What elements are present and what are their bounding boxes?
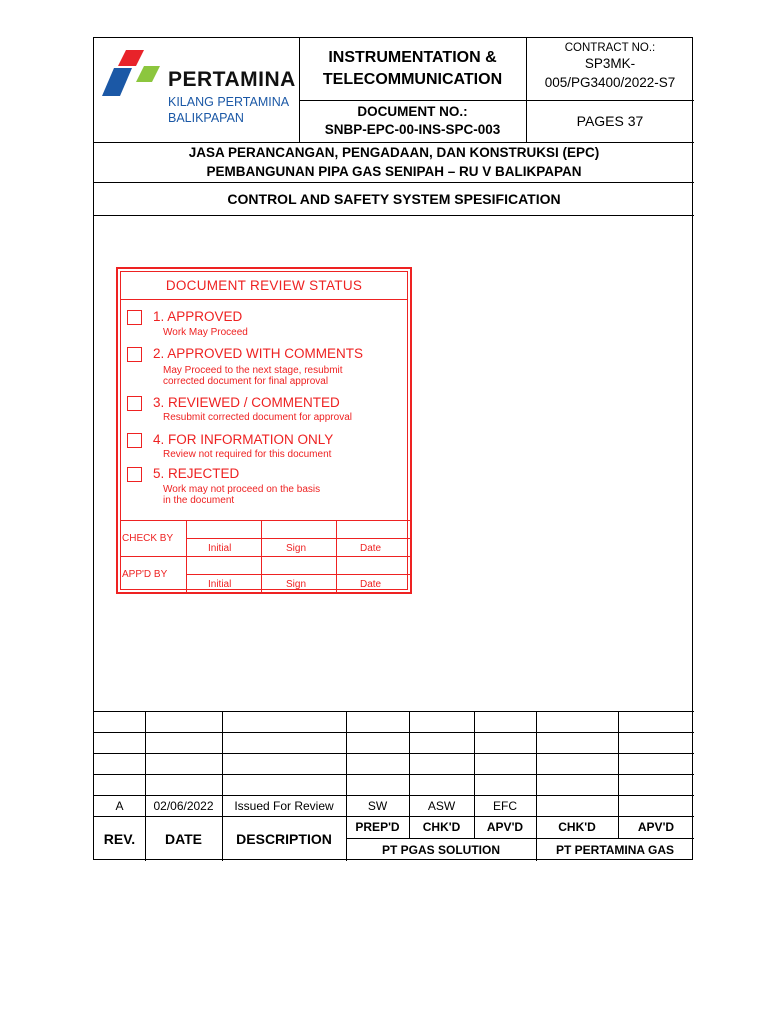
client-checked-header: CHK'D [558, 820, 596, 834]
client-approved-header: APV'D [637, 820, 675, 834]
check-initial-label: Initial [208, 543, 232, 554]
document-number: SNBP-EPC-00-INS-SPC-003 [324, 122, 501, 137]
description-value: Issued For Review [234, 798, 334, 813]
status-note: May Proceed to the next stage, resubmit [163, 365, 343, 376]
discipline-title [299, 38, 526, 100]
prepared-by-value: SW [367, 798, 388, 813]
date-header: DATE [164, 830, 203, 847]
status-checkbox[interactable] [127, 396, 142, 411]
approved-by-label: APP'D BY [122, 569, 168, 580]
logo-subtitle-1: KILANG PERTAMINA [168, 95, 290, 109]
rev-value: A [115, 798, 124, 813]
date-value: 02/06/2022 [153, 798, 214, 813]
document-number-label: DOCUMENT NO.: [357, 104, 468, 119]
company-logo [94, 38, 299, 142]
status-note: corrected document for final approval [163, 376, 329, 387]
approve-sign-label: Sign [286, 579, 307, 590]
status-note: Review not required for this document [163, 449, 332, 460]
discipline-title-line-1: INSTRUMENTATION & [328, 49, 497, 66]
project-title-line-2: PEMBANGUNAN PIPA GAS SENIPAH – RU V BALIKPAPAN [206, 164, 582, 179]
discipline-title-line-2: TELECOMMUNICATION [322, 71, 503, 88]
rev-header: REV. [103, 830, 136, 847]
status-checkbox[interactable] [127, 310, 142, 325]
status-label: 3. REVIEWED / COMMENTED [153, 395, 340, 410]
pertamina-logo-icon [100, 46, 160, 102]
stamp-frame [120, 271, 408, 590]
check-sign-label: Sign [286, 543, 307, 554]
status-label: 4. FOR INFORMATION ONLY [153, 432, 334, 447]
logo-subtitle-2: BALIKPAPAN [168, 111, 244, 125]
approved-by-value: EFC [493, 798, 517, 813]
status-note: Resubmit corrected document for approval [163, 412, 352, 423]
contract-number-line-2: 005/PG3400/2022-S7 [544, 75, 676, 90]
check-by-label: CHECK BY [122, 533, 174, 544]
contract-label: CONTRACT NO.: [564, 42, 656, 54]
page-count: PAGES 37 [576, 113, 644, 129]
status-note: Work May Proceed [163, 327, 248, 338]
stamp-signoff-grid [121, 520, 411, 593]
client-name: PT PERTAMINA GAS [555, 842, 674, 857]
project-title-line-1: JASA PERANCANGAN, PENGADAAN, DAN KONSTRUKSI (EPC) [188, 145, 600, 160]
document-cover-sheet [93, 37, 693, 860]
status-label: 1. APPROVED [153, 309, 243, 324]
status-note: in the document [163, 495, 235, 506]
revision-table [94, 711, 694, 861]
status-checkbox[interactable] [127, 433, 142, 448]
contract-number-line-1: SP3MK- [584, 56, 636, 71]
contractor-name: PT PGAS SOLUTION [381, 842, 500, 857]
approved-header: APV'D [486, 820, 524, 834]
checked-by-value: ASW [427, 798, 456, 813]
document-number-cell [299, 100, 526, 142]
logo-name: PERTAMINA [168, 68, 296, 91]
contract-number-cell [526, 38, 694, 100]
approve-initial-label: Initial [208, 579, 232, 590]
status-checkbox[interactable] [127, 347, 142, 362]
specification-title: CONTROL AND SAFETY SYSTEM SPESIFICATION [227, 191, 561, 207]
status-label: 5. REJECTED [153, 466, 240, 481]
status-note: Work may not proceed on the basis [163, 484, 321, 495]
stamp-title: DOCUMENT REVIEW STATUS [121, 272, 407, 300]
approve-date-label: Date [360, 579, 382, 590]
description-header: DESCRIPTION [236, 830, 332, 847]
status-label: 2. APPROVED WITH COMMENTS [153, 346, 364, 361]
status-checkbox[interactable] [127, 467, 142, 482]
project-title [94, 142, 694, 182]
check-date-label: Date [360, 543, 382, 554]
prepared-header: PREP'D [355, 820, 400, 834]
checked-header: CHK'D [422, 820, 461, 834]
document-review-stamp [116, 267, 412, 594]
